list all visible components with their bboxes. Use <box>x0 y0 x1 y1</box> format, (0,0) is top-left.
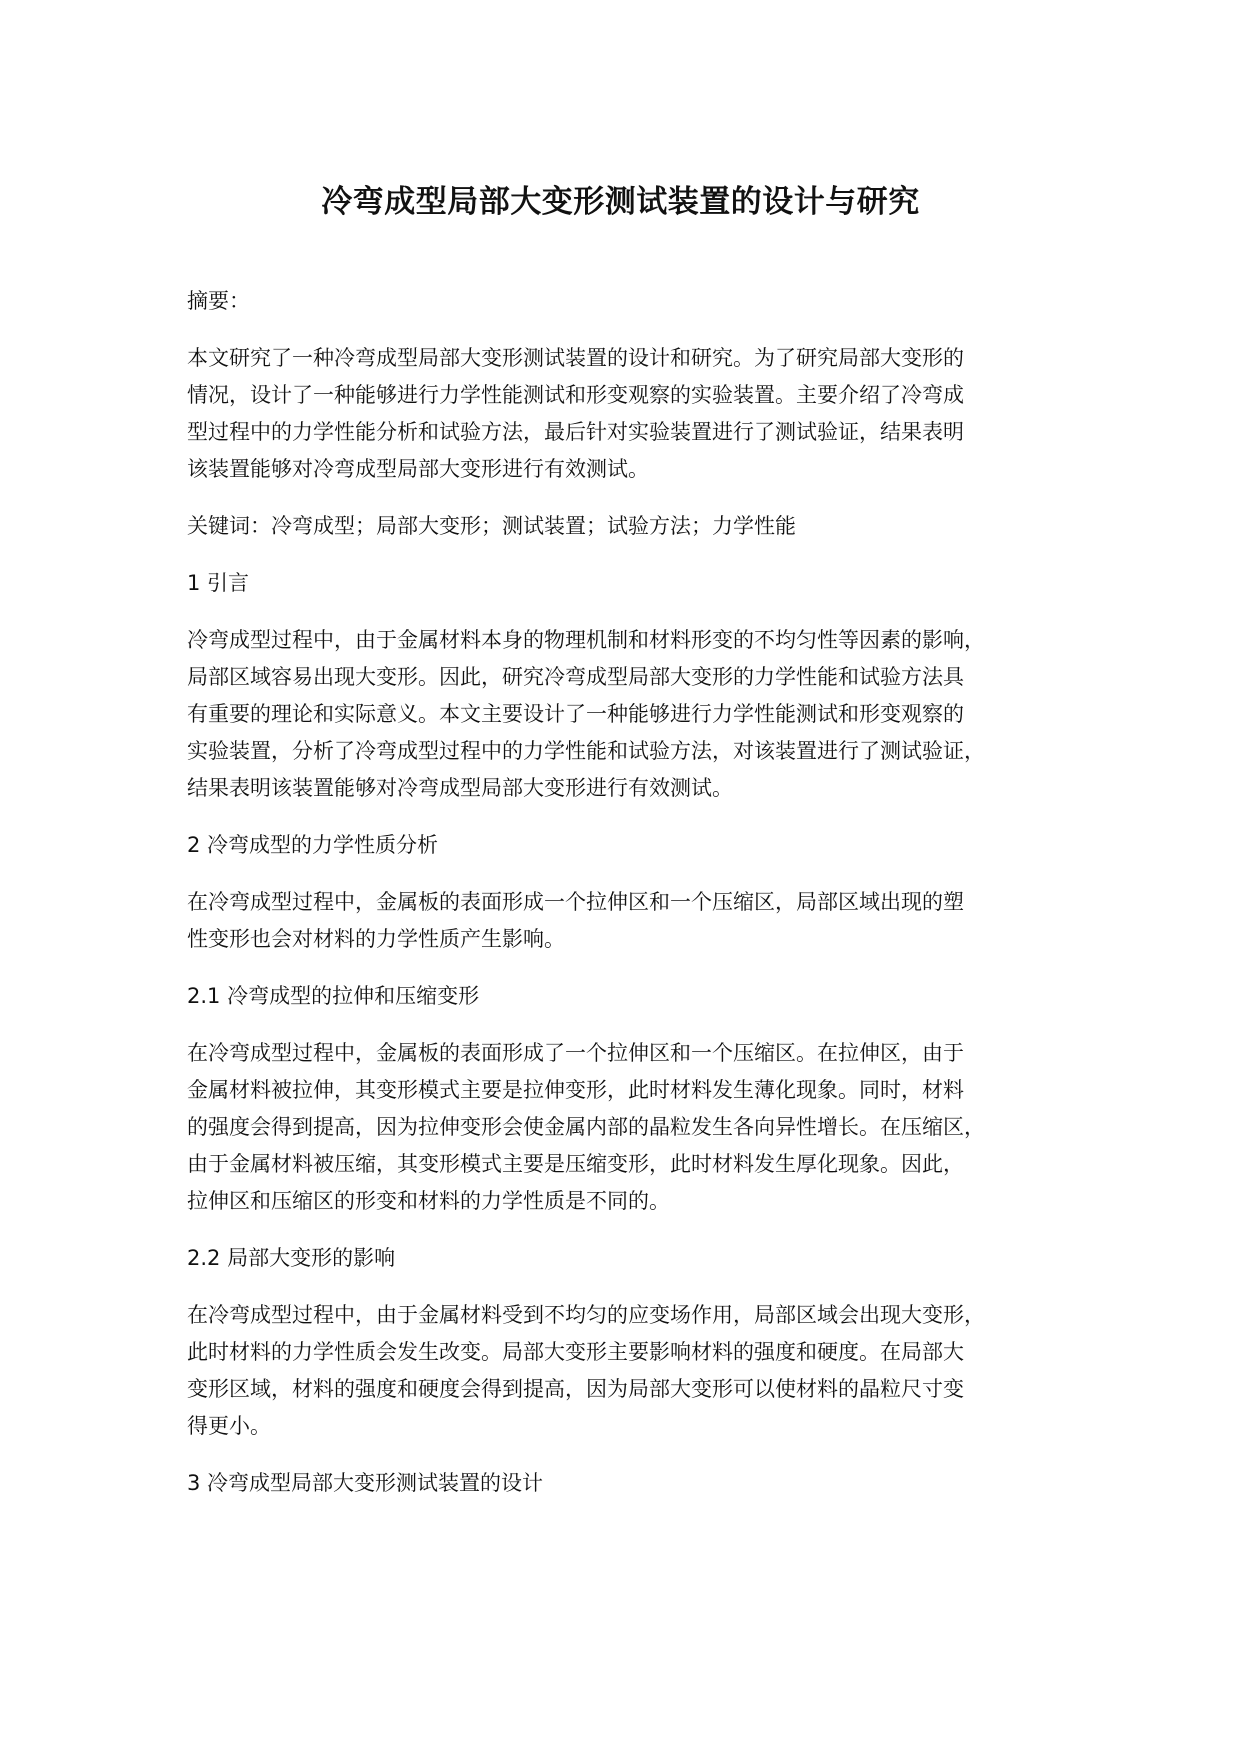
text-line: 得更小。 <box>187 1414 271 1438</box>
text-line: 在冷弯成型过程中，金属板的表面形成了一个拉伸区和一个压缩区。在拉伸区，由于 <box>187 1041 964 1065</box>
abstract-label: 摘要： <box>187 289 250 313</box>
text-line: 本文研究了一种冷弯成型局部大变形测试装置的设计和研究。为了研究局部大变形的 <box>187 346 964 370</box>
text-line: 局部区域容易出现大变形。因此，研究冷弯成型局部大变形的力学性能和试验方法具 <box>187 665 964 689</box>
section-heading-2-2: 2.2 局部大变形的影响 <box>187 1246 396 1270</box>
text-line: 冷弯成型过程中，由于金属材料本身的物理机制和材料形变的不均匀性等因素的影响， <box>187 628 985 652</box>
section-2-2-paragraph <box>187 1297 1067 1445</box>
section-2-1-paragraph <box>187 1035 1067 1220</box>
text-line: 性变形也会对材料的力学性质产生影响。 <box>187 927 565 951</box>
text-line: 金属材料被拉伸，其变形模式主要是拉伸变形，此时材料发生薄化现象。同时，材料 <box>187 1078 964 1102</box>
text-line: 在冷弯成型过程中，金属板的表面形成一个拉伸区和一个压缩区，局部区域出现的塑 <box>187 890 964 914</box>
abstract-paragraph <box>187 340 1067 488</box>
text-line: 实验装置，分析了冷弯成型过程中的力学性能和试验方法，对该装置进行了测试验证， <box>187 739 985 763</box>
text-line: 情况，设计了一种能够进行力学性能测试和形变观察的实验装置。主要介绍了冷弯成 <box>187 383 964 407</box>
text-line: 有重要的理论和实际意义。本文主要设计了一种能够进行力学性能测试和形变观察的 <box>187 702 964 726</box>
section-2-paragraph <box>187 884 1067 958</box>
section-heading-2-1: 2.1 冷弯成型的拉伸和压缩变形 <box>187 984 480 1008</box>
text-line: 的强度会得到提高，因为拉伸变形会使金属内部的晶粒发生各向异性增长。在压缩区， <box>187 1115 985 1139</box>
text-line: 在冷弯成型过程中，由于金属材料受到不均匀的应变场作用，局部区域会出现大变形， <box>187 1303 985 1327</box>
keywords-line: 关键词：冷弯成型；局部大变形；测试装置；试验方法；力学性能 <box>187 514 796 538</box>
section-heading-1: 1 引言 <box>187 571 250 595</box>
document-title: 冷弯成型局部大变形测试装置的设计与研究 <box>321 184 920 220</box>
text-line: 变形区域，材料的强度和硬度会得到提高，因为局部大变形可以使材料的晶粒尺寸变 <box>187 1377 964 1401</box>
section-1-paragraph <box>187 622 1067 807</box>
text-line: 型过程中的力学性能分析和试验方法，最后针对实验装置进行了测试验证，结果表明 <box>187 420 964 444</box>
section-heading-3: 3 冷弯成型局部大变形测试装置的设计 <box>187 1471 544 1495</box>
text-line: 拉伸区和压缩区的形变和材料的力学性质是不同的。 <box>187 1189 670 1213</box>
text-line: 结果表明该装置能够对冷弯成型局部大变形进行有效测试。 <box>187 776 733 800</box>
section-heading-2: 2 冷弯成型的力学性质分析 <box>187 833 439 857</box>
document-body <box>187 283 1067 1502</box>
text-line: 由于金属材料被压缩，其变形模式主要是压缩变形，此时材料发生厚化现象。因此， <box>187 1152 964 1176</box>
text-line: 此时材料的力学性质会发生改变。局部大变形主要影响材料的强度和硬度。在局部大 <box>187 1340 964 1364</box>
text-line: 该装置能够对冷弯成型局部大变形进行有效测试。 <box>187 457 649 481</box>
